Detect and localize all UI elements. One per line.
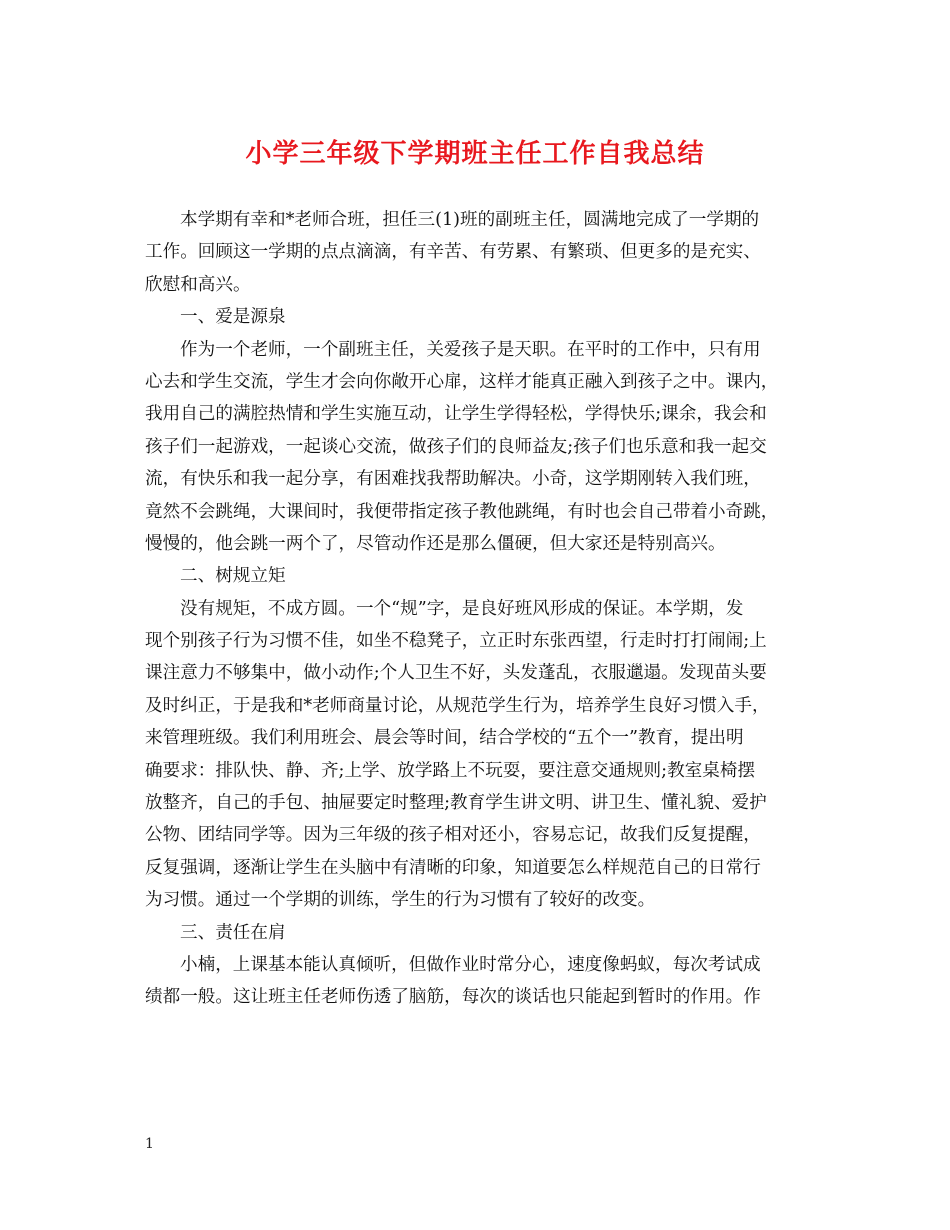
text-line: 确要求：排队快、静、齐;上学、放学路上不玩耍，要注意交通规则;教室桌椅摆	[145, 760, 756, 781]
text-line: 没有规矩，不成方圆。一个“规”字，是良好班风形成的保证。本学期，发	[180, 598, 744, 619]
text-line: 及时纠正，于是我和*老师商量讨论，从规范学生行为，培养学生良好习惯入手，	[145, 695, 770, 716]
text-line: 心去和学生交流，学生才会向你敞开心扉，这样才能真正融入到孩子之中。课内，	[145, 371, 779, 392]
text-line: 三、责任在肩	[180, 922, 286, 943]
text-line: 放整齐，自己的手包、抽屉要定时整理;教育学生讲文明、讲卫生、懂礼貌、爱护	[145, 793, 767, 814]
text-line: 我用自己的满腔热情和学生实施互动，让学生学得轻松，学得快乐;课余，我会和	[145, 404, 767, 425]
text-line: 慢慢的，他会跳一两个了，尽管动作还是那么僵硬，但大家还是特别高兴。	[145, 533, 726, 554]
text-line: 课注意力不够集中，做小动作;个人卫生不好，头发蓬乱，衣服邋遢。发现苗头要	[145, 663, 767, 684]
text-line: 反复强调，逐渐让学生在头脑中有清晰的印象，知道要怎么样规范自己的日常行	[145, 857, 761, 878]
text-line: 来管理班级。我们利用班会、晨会等时间，结合学校的“五个一”教育，提出明	[145, 728, 744, 749]
text-line: 流，有快乐和我一起分享，有困难找我帮助解决。小奇，这学期刚转入我们班，	[145, 469, 761, 490]
text-line: 现个别孩子行为习惯不佳，如坐不稳凳子，立正时东张西望，行走时打打闹闹;上	[145, 631, 767, 652]
text-line: 一、爱是源泉	[180, 307, 286, 328]
text-line: 为习惯。通过一个学期的训练，学生的行为习惯有了较好的改变。	[145, 890, 656, 911]
text-line: 竟然不会跳绳，大课间时，我便带指定孩子教他跳绳，有时也会自己带着小奇跳，	[145, 501, 779, 522]
page-number: 1	[145, 1136, 154, 1152]
text-line: 欣慰和高兴。	[145, 274, 251, 295]
text-line: 公物、团结同学等。因为三年级的孩子相对还小，容易忘记，故我们反复提醒，	[145, 825, 761, 846]
document-body	[145, 204, 805, 1014]
text-line: 二、树规立矩	[180, 566, 286, 587]
text-line: 小楠，上课基本能认真倾听，但做作业时常分心，速度像蚂蚁，每次考试成	[180, 954, 761, 975]
text-line: 孩子们一起游戏，一起谈心交流，做孩子们的良师益友;孩子们也乐意和我一起交	[145, 436, 767, 457]
text-line: 绩都一般。这让班主任老师伤透了脑筋，每次的谈话也只能起到暂时的作用。作	[145, 987, 761, 1008]
text-line: 本学期有幸和*老师合班，担任三(1)班的副班主任，圆满地完成了一学期的	[180, 210, 760, 230]
text-line: 工作。回顾这一学期的点点滴滴，有辛苦、有劳累、有繁琐、但更多的是充实、	[145, 242, 761, 263]
document-title: 小学三年级下学期班主任工作自我总结	[245, 139, 705, 169]
text-line: 作为一个老师，一个副班主任，关爱孩子是天职。在平时的工作中，只有用	[180, 339, 761, 360]
